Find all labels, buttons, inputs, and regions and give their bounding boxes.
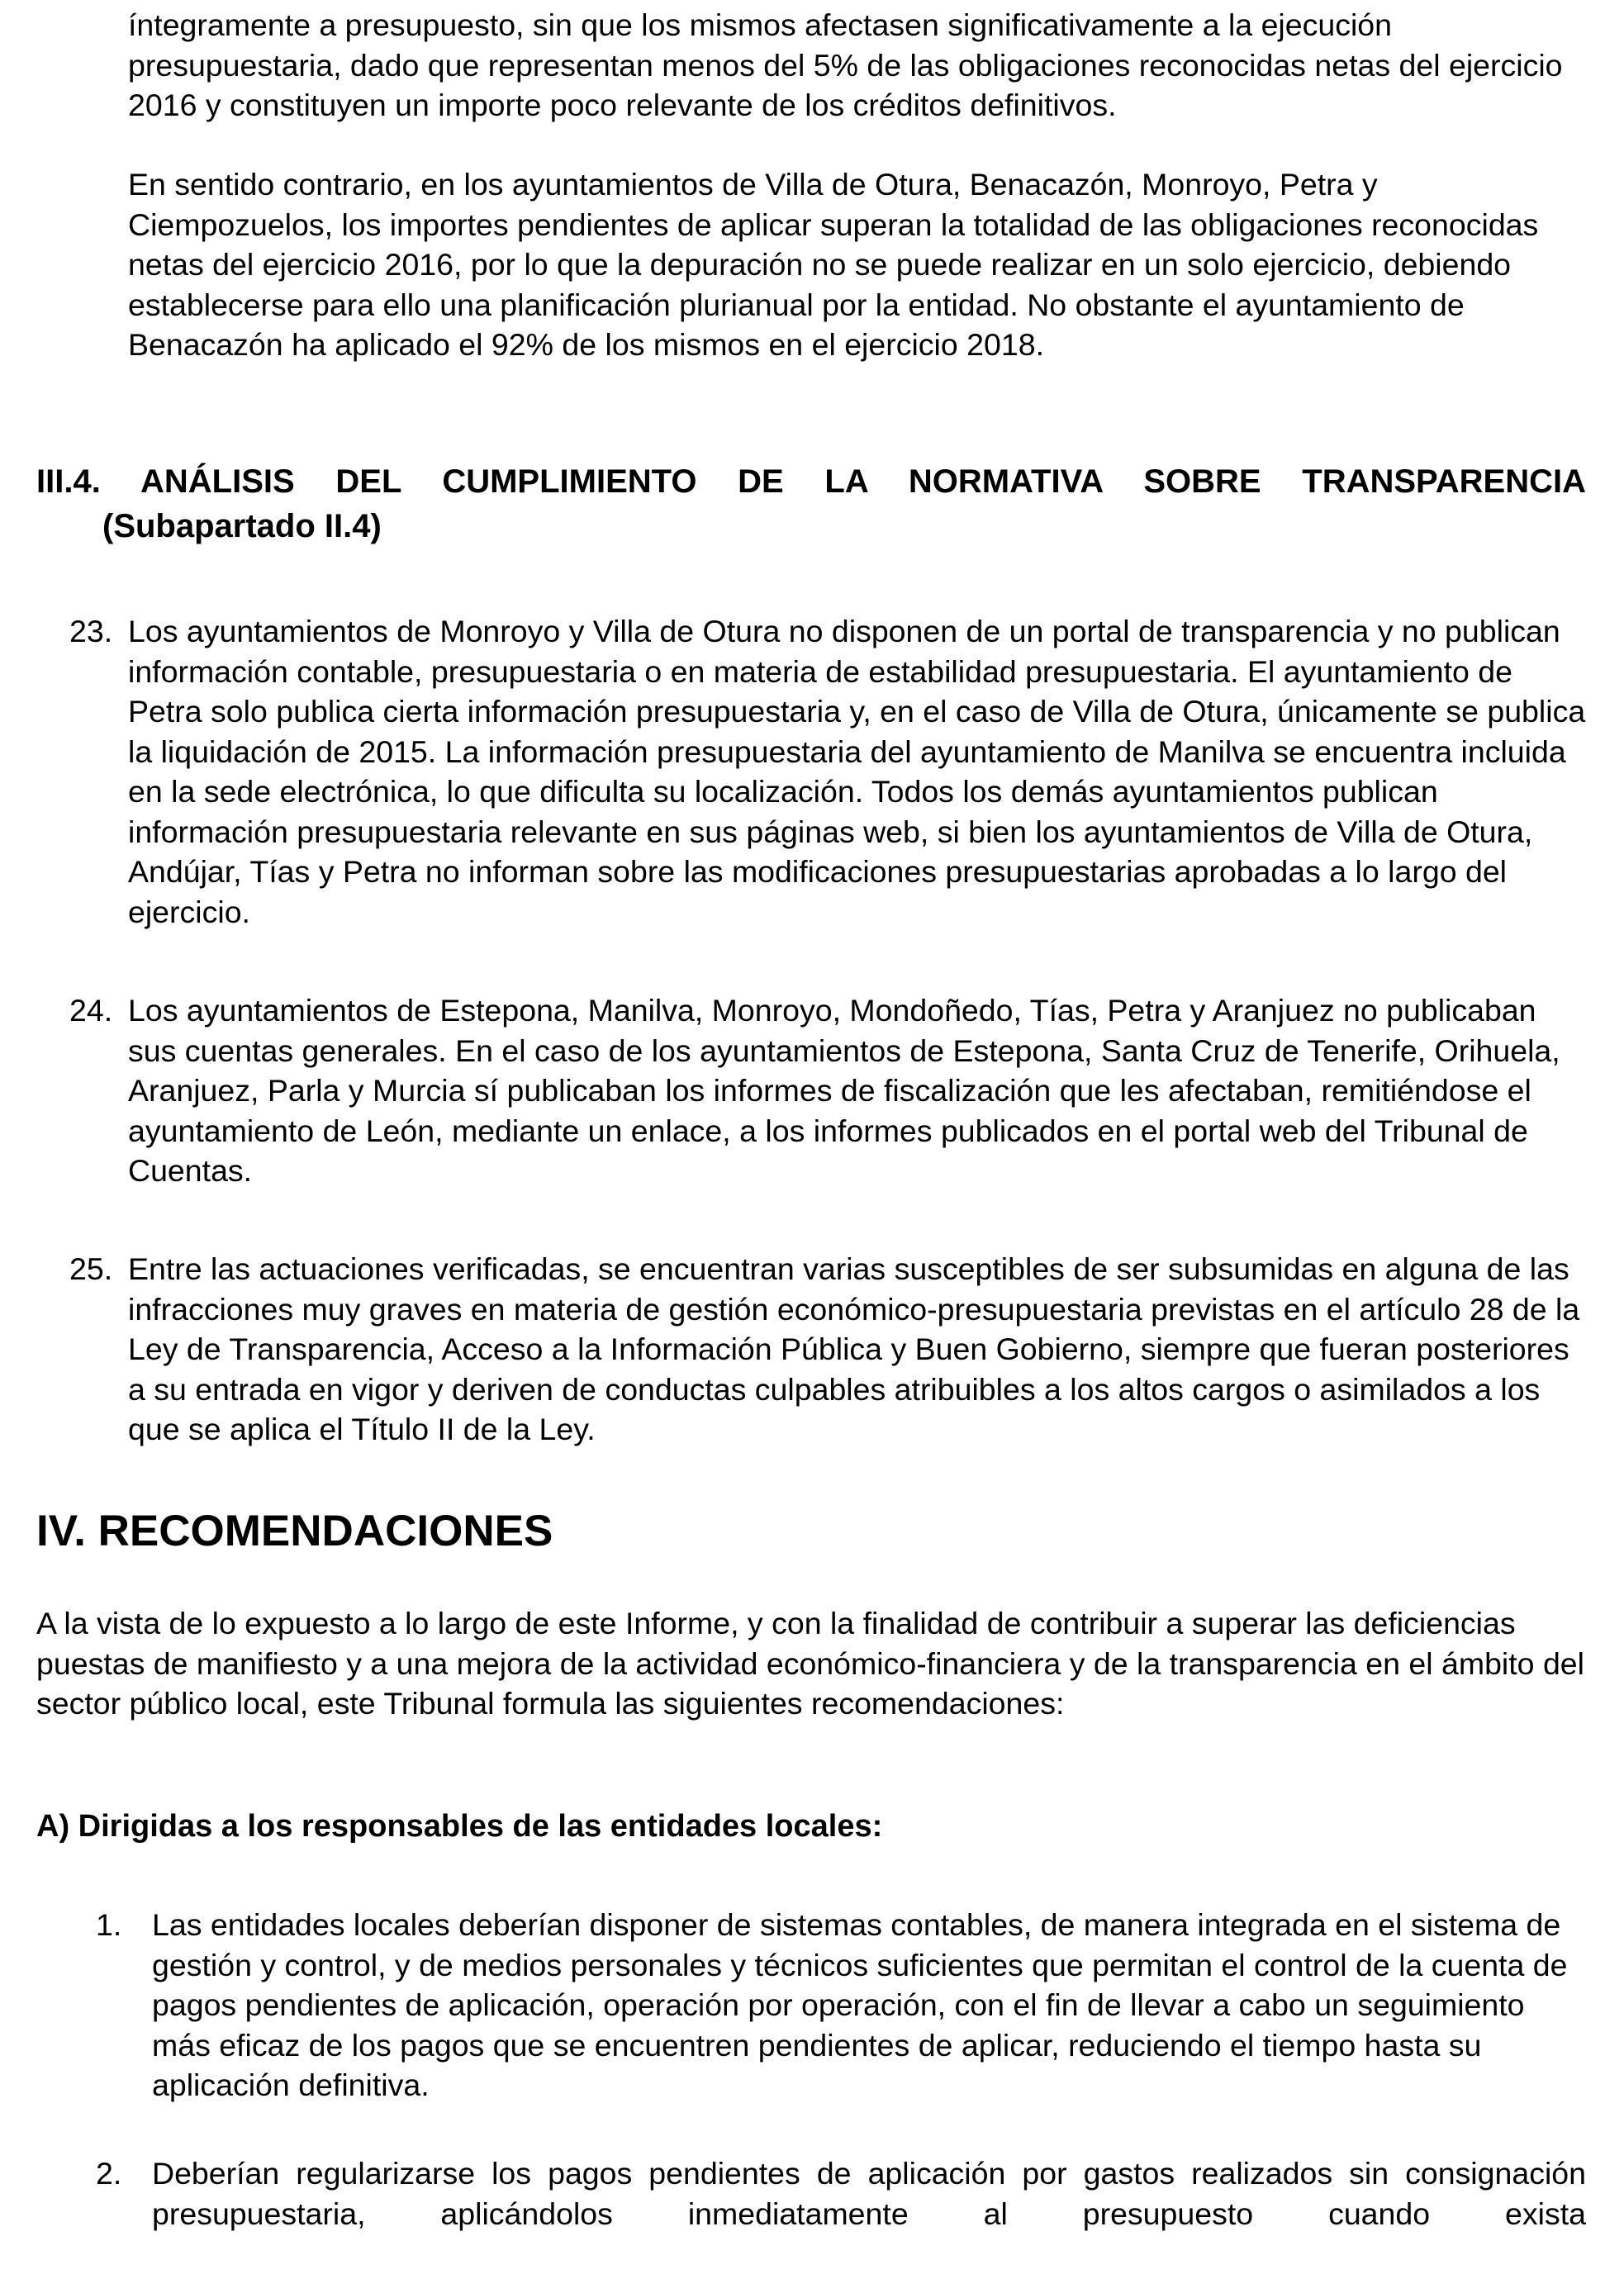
section-heading-iii4 bbox=[36, 459, 1586, 548]
section-number: III.4. bbox=[36, 463, 101, 500]
paragraph-contrary: En sentido contrario, en los ayuntamientos de Villa de Otura, Benacazón, Monroyo, Petra y Ciempozuelos, los importes pendientes de aplicar superan la totalidad de las obligaciones reconocidas netas del ejercicio 2016, por lo que la depuración no se puede realizar en un solo ejercicio, debiendo establecerse para ello una planificación plurianual por la entidad. No obstante el ayuntamiento de Benacazón ha aplicado el 92% de los mismos en el ejercicio 2018. bbox=[128, 167, 1539, 362]
finding-number: 24. bbox=[69, 993, 113, 1028]
paragraph-recommendations-intro: A la vista de lo expuesto a lo largo de este Informe, y con la finalidad de contribuir a superar las deficiencias puestas de manifiesto y a una mejora de la actividad económico-financiera y de la transparencia en el ámbito del sector público local, este Tribunal formula las siguientes recomendaciones: bbox=[36, 1606, 1584, 1721]
section-title-line2: (Subapartado II.4) bbox=[102, 508, 382, 544]
subsection-heading-a: A) Dirigidas a los responsables de las entidades locales: bbox=[36, 1809, 883, 1844]
finding-text: Los ayuntamientos de Monroyo y Villa de Otura no disponen de un portal de transparencia y no publican información contable, presupuestaria o en materia de estabilidad presupuestaria. El ayuntamiento de Petra solo publica cierta información presupuestaria y, en el caso de Villa de Otura, únicamente se publica la liquidación de 2015. La información presupuestaria del ayuntamiento de Manilva se encuentra incluida en la sede electrónica, lo que dificulta su localización. Todos los demás ayuntamientos publican información presupuestaria relevante en sus páginas web, si bien los ayuntamientos de Villa de Otura, Andújar, Tías y Petra no informan sobre las modificaciones presupuestarias aprobadas a lo largo del ejercicio. bbox=[128, 614, 1586, 929]
finding-number: 25. bbox=[69, 1251, 113, 1286]
recommendation-number: 1. bbox=[96, 1907, 122, 1942]
finding-text: Los ayuntamientos de Estepona, Manilva, Monroyo, Mondoñedo, Tías, Petra y Aranjuez no publicaban sus cuentas generales. En el caso de los ayuntamientos de Estepona, Santa Cruz de Tenerife, Orihuela, Aranjuez, Parla y Murcia sí publicaban los informes de fiscalización que les afectaban, remitiéndose el ayuntamiento de León, mediante un enlace, a los informes publicados en el portal web del Tribunal de Cuentas. bbox=[128, 993, 1560, 1188]
recommendation-text: Deberían regularizarse los pagos pendientes de aplicación por gastos realizados sin consignación presupuestaria, aplicándolos inmediatamente al presupuesto cuando exista bbox=[152, 2156, 1586, 2231]
section-title-line1: ANÁLISIS DEL CUMPLIMIENTO DE LA NORMATIVA SOBRE TRANSPARENCIA bbox=[140, 463, 1586, 500]
section-heading-iv: IV. RECOMENDACIONES bbox=[36, 1507, 553, 1555]
recommendation-number: 2. bbox=[96, 2156, 122, 2191]
paragraph-intro-continuation: íntegramente a presupuesto, sin que los mismos afectasen significativamente a la ejecución presupuestaria, dado que representan menos del 5% de las obligaciones reconocidas netas del ejercicio 2016 y constituyen un importe poco relevante de los créditos definitivos. bbox=[128, 7, 1563, 122]
finding-text: Entre las actuaciones verificadas, se encuentran varias susceptibles de ser subsumidas en alguna de las infracciones muy graves en materia de gestión económico-presupuestaria previstas en el artículo 28 de la Ley de Transparencia, Acceso a la Información Pública y Buen Gobierno, siempre que fueran posteriores a su entrada en vigor y deriven de conductas culpables atribuibles a los altos cargos o asimilados a los que se aplica el Título II de la Ley. bbox=[128, 1251, 1580, 1446]
finding-number: 23. bbox=[69, 614, 113, 648]
recommendation-text: Las entidades locales deberían disponer de sistemas contables, de manera integrada en el sistema de gestión y control, y de medios personales y técnicos suficientes que permitan el control de la cuenta de pagos pendientes de aplicación, operación por operación, con el fin de llevar a cabo un seguimiento más eficaz de los pagos que se encuentren pendientes de aplicar, reduciendo el tiempo hasta su aplicación definitiva. bbox=[152, 1907, 1568, 2102]
